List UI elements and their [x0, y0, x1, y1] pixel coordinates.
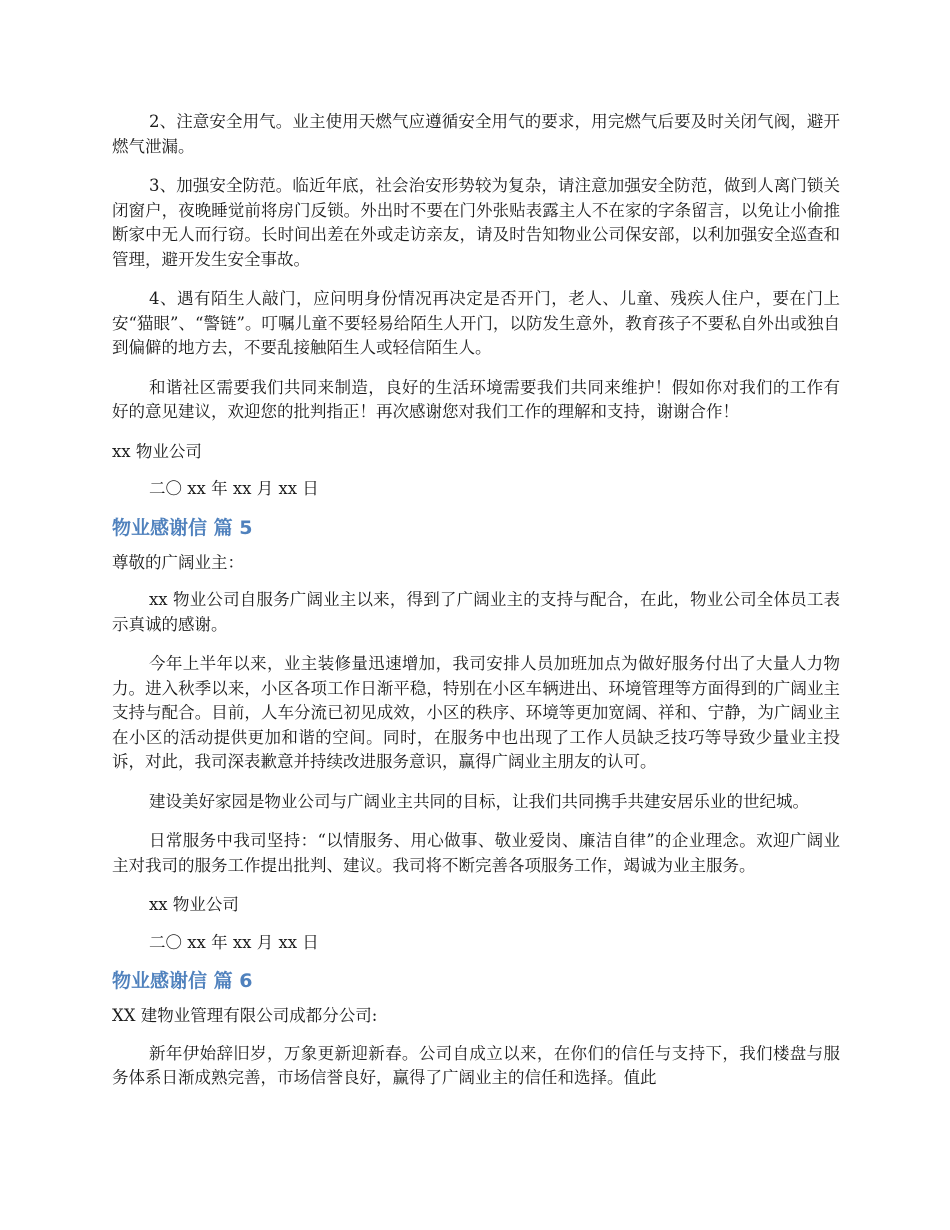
body-paragraph: 4、遇有陌生人敲门，应问明身份情况再决定是否开门，老人、儿童、残疾人住户，要在门上安“猫眼”、“警链”。叮嘱儿童不要轻易给陌生人开门，以防发生意外，教育孩子不要私自外出或独自到偏僻的地方去，不要乱接触陌生人或轻信陌生人。 [112, 289, 840, 357]
body-paragraph: 新年伊始辞旧岁，万象更新迎新春。公司自成立以来，在你们的信任与支持下，我们楼盘与服务体系日渐成熟完善，市场信誉良好，赢得了广阔业主的信任和选择。值此 [112, 1043, 840, 1087]
body-paragraph: 和谐社区需要我们共同来制造，良好的生活环境需要我们共同来维护！假如你对我们的工作有好的意见建议，欢迎您的批判指正！再次感谢您对我们工作的理解和支持，谢谢合作！ [112, 377, 840, 421]
salutation: 尊敬的广阔业主： [112, 552, 244, 572]
body-paragraph: xx 物业公司自服务广阔业主以来，得到了广阔业主的支持与配合，在此，物业公司全体员工表示真诚的感谢。 [112, 590, 840, 634]
body-paragraph: 今年上半年以来，业主装修量迅速增加，我司安排人员加班加点为做好服务付出了大量人力物力。进入秋季以来，小区各项工作日渐平稳，特别在小区车辆进出、环境管理等方面得到的广阔业主支持与配合。目前，人车分流已初见成效，小区的秩序、环境等更加宽阔、祥和、宁静，为广阔业主在小区的活动提供更加和谐的空间。同时，在服务中也出现了工作人员缺乏技巧等导致少量业主投诉，对此，我司深表歉意并持续改进服务意识，赢得广阔业主朋友的认可。 [112, 654, 840, 771]
date-line: 二〇 xx 年 xx 月 xx 日 [149, 479, 319, 498]
signature-line: xx 物业公司 [149, 895, 239, 914]
section-heading-6: 物业感谢信 篇 6 [112, 970, 253, 992]
salutation: XX 建物业管理有限公司成都分公司: [112, 1006, 378, 1025]
document-page [112, 110, 840, 1106]
body-paragraph: 2、注意安全用气。业主使用天燃气应遵循安全用气的要求，用完燃气后要及时关闭气阀，避开燃气泄漏。 [112, 112, 840, 156]
body-paragraph: 建设美好家园是物业公司与广阔业主共同的目标，让我们共同携手共建安居乐业的世纪城。 [149, 791, 809, 811]
section-heading-5: 物业感谢信 篇 5 [112, 516, 253, 539]
body-paragraph: 3、加强安全防范。临近年底，社会治安形势较为复杂，请注意加强安全防范，做到人离门锁关闭窗户，夜晚睡觉前将房门反锁。外出时不要在门外张贴表露主人不在家的字条留言，以免让小偷推断家中无人而行窃。长时间出差在外或走访亲友，请及时告知物业公司保安部，以利加强安全巡查和管理，避开发生安全事故。 [112, 176, 840, 269]
signature-line: xx 物业公司 [112, 441, 202, 461]
body-paragraph: 日常服务中我司坚持：“以情服务、用心做事、敬业爱岗、廉洁自律”的企业理念。欢迎广阔业主对我司的服务工作提出批判、建议。我司将不断完善各项服务工作，竭诚为业主服务。 [112, 831, 840, 875]
date-line: 二〇 xx 年 xx 月 xx 日 [149, 932, 319, 952]
